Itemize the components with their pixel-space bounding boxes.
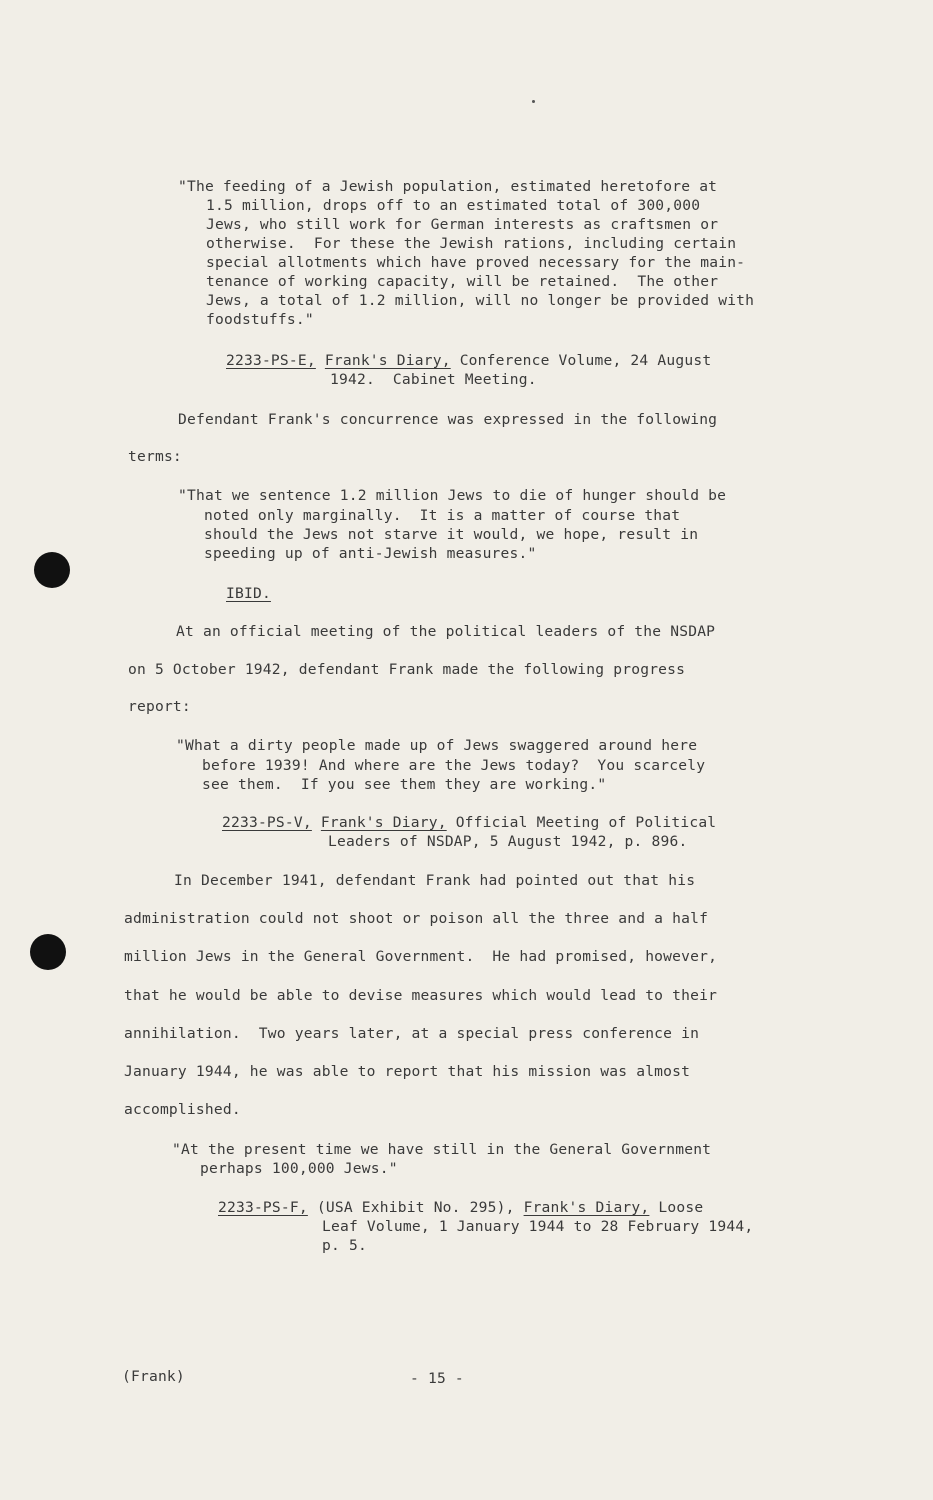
citation-detail: Loose [658, 1199, 704, 1216]
citation-ref: 2233-PS-E, [226, 352, 316, 369]
para2-line: report: [128, 698, 191, 715]
para3-line: administration could not shoot or poison all the three and a half [124, 910, 709, 927]
citation-detail: Conference Volume, 24 August [459, 352, 712, 369]
binder-hole-top [34, 552, 70, 588]
quote1-line: foodstuffs." [206, 311, 314, 328]
page-number: - 15 - [410, 1370, 464, 1387]
citation-ref: 2233-PS-V, [222, 814, 312, 831]
quote1-line: Jews, who still work for German interests as craftsmen or [206, 216, 719, 233]
para1-line: terms: [128, 448, 182, 465]
para3-line: annihilation. Two years later, at a special press conference in [124, 1025, 700, 1042]
para2-line: At an official meeting of the political leaders of the NSDAP [176, 623, 716, 640]
quote3-line: see them. If you see them they are working." [202, 776, 607, 793]
para3-line: accomplished. [124, 1101, 241, 1118]
para1-line: Defendant Frank's concurrence was expressed in the following [178, 411, 718, 428]
quote1-line: 1.5 million, drops off to an estimated total of 300,000 [206, 197, 701, 214]
quote2-line: "That we sentence 1.2 million Jews to die of hunger should be [178, 487, 727, 504]
para3-line: In December 1941, defendant Frank had pointed out that his [174, 872, 696, 889]
quote4-line: "At the present time we have still in the General Government [172, 1141, 712, 1158]
citation-exhibit: (USA Exhibit No. 295), [316, 1199, 515, 1216]
quote4-line: perhaps 100,000 Jews." [200, 1160, 398, 1177]
quote3-line: "What a dirty people made up of Jews swaggered around here [176, 737, 698, 754]
quote3-line: before 1939! And where are the Jews today? You scarcely [202, 757, 706, 774]
quote1-line: "The feeding of a Jewish population, estimated heretofore at [178, 178, 718, 195]
citation-1-line1 [226, 351, 711, 370]
citation-source: Frank's Diary, [324, 352, 451, 369]
para2-line: on 5 October 1942, defendant Frank made the following progress [128, 661, 686, 678]
citation-2: IBID. [226, 585, 271, 602]
quote2-line: noted only marginally. It is a matter of course that [204, 507, 681, 524]
footer-author: (Frank) [122, 1368, 185, 1385]
citation-3-line2: Leaders of NSDAP, 5 August 1942, p. 896. [328, 833, 688, 850]
quote1-line: Jews, a total of 1.2 million, will no longer be provided with [206, 292, 755, 309]
citation-ref: 2233-PS-F, [218, 1199, 308, 1216]
citation-3-line1 [222, 813, 716, 832]
para3-line: that he would be able to devise measures which would lead to their [124, 987, 718, 1004]
binder-hole-bottom [30, 934, 66, 970]
quote2-line: should the Jews not starve it would, we hope, result in [204, 526, 699, 543]
quote2-line: speeding up of anti-Jewish measures." [204, 545, 537, 562]
citation-1-line2: 1942. Cabinet Meeting. [330, 371, 537, 388]
quote1-line: tenance of working capacity, will be retained. The other [206, 273, 719, 290]
citation-detail: Official Meeting of Political [455, 814, 717, 831]
quote1-line: special allotments which have proved necessary for the main- [206, 254, 746, 271]
citation-4-line2: Leaf Volume, 1 January 1944 to 28 February 1944, [322, 1218, 754, 1235]
citation-4-line1 [218, 1198, 703, 1217]
citation-4-line3: p. 5. [322, 1237, 367, 1254]
citation-source: Frank's Diary, [523, 1199, 650, 1216]
para3-line: million Jews in the General Government. He had promised, however, [124, 948, 718, 965]
speck [532, 100, 535, 103]
para3-line: January 1944, he was able to report that his mission was almost [124, 1063, 691, 1080]
citation-source: Frank's Diary, [320, 814, 447, 831]
quote1-line: otherwise. For these the Jewish rations, including certain [206, 235, 737, 252]
